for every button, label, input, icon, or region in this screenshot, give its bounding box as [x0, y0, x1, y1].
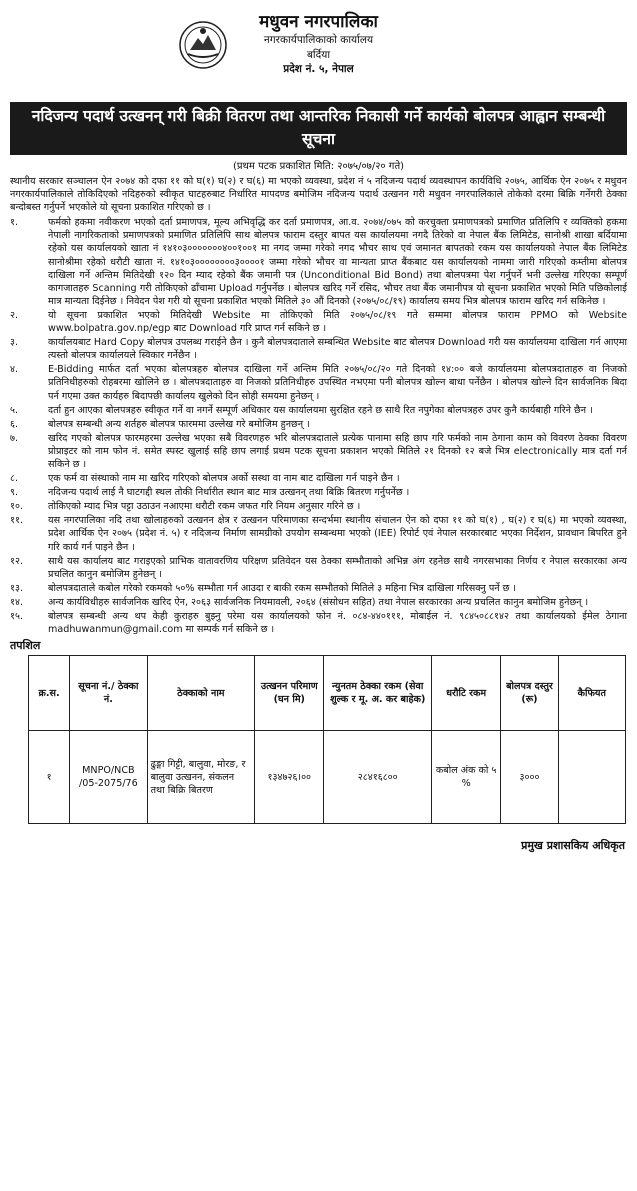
item-number: ३.: [10, 337, 19, 349]
table-body: [29, 731, 626, 824]
item-number: ९.: [10, 487, 19, 499]
list-item: [10, 404, 627, 417]
table-cell: १: [29, 731, 70, 824]
item-text: अन्य कार्यविधीहरु सार्वजनिक खरिद ऐन, २०६३ सार्वजनिक नियमावली, २०६४ (संसोधन सहित) तथा नेपाल सरकारका अन्य प्रचलित कानुन बमोजिम हुनेछन् ।: [48, 596, 589, 608]
item-number: ५.: [10, 404, 19, 416]
list-item: [10, 610, 627, 636]
list-item: [10, 596, 627, 609]
item-number: ११.: [10, 515, 24, 527]
list-item: [10, 418, 627, 431]
item-text: नदिजन्य पदार्थ लाई नै घाटगद्दी स्थल तोकी निर्धारीत स्थान बाट मात्र उत्खनन् तथा बिक्रि बितरण गर्नुपर्नेछ ।: [48, 487, 410, 499]
table-header-cell: न्युनतम ठेक्का रकम (सेवा शुल्क र मू. अ. कर बाहेक): [324, 656, 432, 731]
list-item: [10, 309, 627, 335]
item-text: कार्यालयबाट Hard Copy बोलपत्र उपलब्ध गराईने छैन । कुनै बोलपत्रदाताले सम्बन्धित Website बाट बोलपत्र Download गरी यस कार्यालयमा दाखिला गर्न आएमा त्यस्तो बोलपत्र कार्यालयले स्विकार गर्नेछैन ।: [48, 337, 627, 362]
list-item: [10, 582, 627, 595]
list-item: [10, 472, 627, 485]
list-item: [10, 216, 627, 308]
item-number: २.: [10, 309, 19, 321]
province-name: प्रदेश नं. ५, नेपाल: [283, 63, 354, 75]
table-header-cell: क्र.स.: [29, 656, 70, 731]
item-number: १२.: [10, 555, 24, 567]
table-header-row: [29, 656, 626, 731]
item-number: १३.: [10, 582, 24, 594]
item-text: खरिद गएको बोलपत्र फारमहरमा उल्लेख भएका सबै विवरणहरु भरि बोलपत्रदाताले प्रत्येक पानामा सहि छाप गरि फर्मको नाम ठेगाना काम को विवरण ठेक्का विवरण प्रोप्राइटर को नाम फोन नं. समेत स्पस्ट खुलाई सहि छाप लगाई प्रथम पटक सूचना प्रकाशन भएको मितिले २१ दिनको १२ बजे भित्र electronically मात्र दर्ता गर्न सकिने छ ।: [48, 432, 627, 470]
item-number: १०.: [10, 501, 24, 513]
item-text: फर्मको हकमा नवीकरण भएको दर्ता प्रमाणपत्र, मूल्य अभिवृद्धि कर दर्ता प्रमाणपत्र, आ.व. २०७४/०७५ को करचुक्ता प्रमाणपत्रको प्रमाणित प्रतिलिपि र व्यक्तिको हकमा नेपाली नागरिकताको प्रमाणपत्रको प्रमाणित प्रतिलिपि साथ बोलपत्र फाराम दस्तुर बापत यस कार्यालयमा नगदै तिरेको वा नेपाल बैंक लिमिटेड, सानोश्री शाखा बर्दियामा रहेको यस कार्यालयको खाता नं १४१०३०००००००४००१००१ मा नगद जम्मा गरेको नगद भौचर साथ एवं जमानत बापतको रकम यस कार्यालयको नेपाल बैंक लिमिटेड सानोश्रीमा रहेको धरौटी खाता नं. १४१०३००००००००३००००१ जम्मा गरेको भौचर वा मान्यता प्राप्त बैंकबाट यस कार्यालयको नाममा जारी गरिएको कम्तीमा बोलपत्र दाखिला गर्ने अन्तिम मितिदेखी १२० दिन म्याद रहेको बैंक जमानी पत्र (Unconditional Bid Bond) तथा बोलपत्रमा पेश गर्नुपर्ने भनी उल्लेख गरिएका सम्पूर्ण कागजातहरु Scanning गरी तोकिएको ढाँचामा Upload गर्नुपर्नेछ । बोलपत्र खरिद गर्ने रसिद, भौचर तथा बैंक जमानीपत्र यो सूचना प्रकाशित भएको मिति पछिकोलाई मात्र मान्यता दिईनेछ । निवेदन पेश गरी यो सूचना प्रकाशित भएको मितिले ३० औं दिनको (२०७५/०८/१९) कार्यालय समय भित्र बोलपत्र फाराम खरिद गर्न सकिनेछ ।: [48, 217, 628, 307]
table-header-cell: बोलपत्र दस्तुर (रू): [501, 656, 558, 731]
item-number: ६.: [10, 418, 19, 430]
municipality-name: मधुवन नगरपालिका: [259, 12, 378, 32]
table-row: [29, 731, 626, 824]
table-cell: १३४७२६।००: [255, 731, 324, 824]
list-item: [10, 363, 627, 402]
item-number: १.: [10, 217, 19, 229]
table-cell: २८४१६८००: [324, 731, 432, 824]
signature-designation: प्रमुख प्रशासकिय अधिकृत: [521, 839, 625, 853]
item-number: ८.: [10, 473, 19, 485]
district-name: बर्दिया: [306, 49, 331, 61]
table-cell: ३०००: [501, 731, 558, 824]
table-cell: [558, 731, 625, 824]
schedule-title: तपशिल: [10, 639, 41, 653]
table-cell: MNPO/NCB /05-2075/76: [70, 731, 147, 824]
notice-title: नदिजन्य पदार्थ उत्खनन् गरी बिक्री वितरण तथा आन्तरिक निकासी गर्ने कार्यको बोलपत्र आह्वान सम्बन्धी सूचना: [10, 102, 627, 155]
item-text: यो सूचना प्रकाशित भएको मितिदेखी Website मा तोकिएको मिति २०७५/०८/१९ गते सम्ममा बोलपत्र फाराम PPMO को Website www.bolpatra.gov.np/egp बाट Download गरि प्राप्त गर्न सकिने छ ।: [48, 309, 627, 335]
item-text: दर्ता हुन आएका बोलपत्रहरु स्वीकृत गर्ने वा नगर्ने सम्पूर्ण अधिकार यस कार्यालयमा सुरक्षित रहने छ साथै रित नपुगेका बोलपत्रहरु उपर कुनै कार्यबाही गरिने छैन ।: [48, 404, 593, 416]
item-text: बोलपत्र सम्बन्धी अन्य थप केही कुराहरु बुझ्नु परेमा यस कार्यालयको फोन नं. ०८४-४४०१११, मोबाईल नं. ९८४५०८८१४२ तथा कार्यालयको ईमेल ठेगाना madhuwanmun@gmail.com मा सम्पर्क गर्न सकिने छ ।: [48, 611, 627, 636]
item-text: बोलपत्र सम्बन्धी अन्य शर्तहरु बोलपत्र फारममा उल्लेख गरे बमोजिम हुनछन् ।: [48, 418, 310, 430]
table-header-cell: सूचना नं./ ठेक्का नं.: [70, 656, 147, 731]
table-cell: ढुङ्गा गिट्टी, बालुवा, मोरङ, र बालुवा उत्खनन, संकलन तथा बिक्रि बितरण: [147, 731, 255, 824]
list-item: [10, 336, 627, 362]
item-text: बोलपत्रदाताले कबोल गरेको रकमको ५०% सम्भौता गर्न आउदा र बाकी रकम सम्भौतको मितिले ३ महिना भित्र दाखिला गरिसक्नु पर्ने छ ।: [48, 582, 517, 594]
table-cell: कबोल अंक को ५ %: [431, 731, 500, 824]
notice-page: [10, 6, 627, 853]
item-text: E-Bidding मार्फत दर्ता भएका बोलपत्रहरु बोलपत्र दाखिला गर्ने अन्तिम मिति २०७५/०८/२० गते दिनको १४:०० बजे कार्यालयमा बोलपत्रदाताहरु वा निजको प्रतिनिधीहरुको रोहबरमा खोलिने छ । बोलपत्रदाताहरु वा निजको प्रतिनिधीहरु उपस्थित नभएमा पनी बोलपत्र खोल्न बाधा पर्नेछैन । बोलपत्र खोल्ने दिन सार्वजनिक बिदा पर्न गएमा उक्त कार्यहरु बिदापछी कार्यालय खुलेको दिन सोही समयमा हुनेछन् ।: [48, 364, 627, 402]
publish-date: (प्रथम पटक प्रकाशित मिति: २०७५/०७/२० गते): [232, 161, 405, 172]
item-number: १५.: [10, 611, 24, 622]
list-item: [10, 514, 627, 553]
notice-body: [10, 175, 627, 636]
item-number: ७.: [10, 432, 19, 444]
item-number: १४.: [10, 596, 24, 608]
list-item: [10, 486, 627, 499]
table-header-cell: कैफियत: [558, 656, 625, 731]
list-item: [10, 500, 627, 513]
item-text: साथै यस कार्यालय बाट गराइएको प्राभिक वातावरणिय परिक्षण प्रतिवेदन यस ठेक्का सम्भौताको अभिन्न अंग रहनेछ साथै नगरसभाका निर्णय र नेपाल सरकारका अन्य प्रचलित कानुन बमोजिम हुनेछन् ।: [48, 555, 627, 580]
table-header-cell: ठेक्काको नाम: [147, 656, 255, 731]
table-header-cell: धरौटि रकम: [431, 656, 500, 731]
conditions-list: [10, 216, 627, 636]
list-item: [10, 432, 627, 471]
office-name: नगरकार्यपालिकाको कार्यालय: [263, 34, 374, 46]
letterhead: [10, 6, 627, 110]
list-item: [10, 555, 627, 581]
item-text: एक फर्म वा संस्थाको नाम मा खरिद गरिएको बोलपत्र अर्को सस्था वा नाम बाट दाखिला गर्न पाइने छैन ।: [48, 473, 400, 485]
item-text: तोकिएको म्याद भित्र पट्टा उठाउन नआएमा धरौटी रकम जफत गरि नियम अनुसार गरिने छ ।: [48, 501, 361, 513]
table-header-cell: उत्खनन परिमाण (घन मि): [255, 656, 324, 731]
tender-table: [28, 655, 626, 824]
intro-paragraph: स्थानीय सरकार सञ्चालन ऐन २०७४ को दफा ११ को घ(१) घ(२) र घ(६) मा भएको व्यवस्था, प्रदेश नं ५ नदिजन्य पदार्थ व्यवस्थापन कार्यविधि २०७५, आर्थिक ऐन २०७५ र मधुवन नगरकार्यपालिकाले तोकिदिएको नदिहरुको स्वीकृत घाटहरुबाट निर्धारित मापदण्ड बमोजिम नदिजन्य पदार्थ उत्खनन गरी मधुवन नगरपालिकाले तोकेको दरमा बिक्रि गर्नेगरी ठेक्का बन्दोबस्त गर्नुपर्ने भएकोले यो सूचना प्रकाशित गरिएको छ ।: [10, 176, 627, 214]
item-text: यस नगरपालिका नदि तथा खोलाहरुको उत्खनन क्षेत्र र उत्खनन परिमाणका सन्दर्भमा स्थानीय संचालन ऐन को दफा ११ को घ(१) , घ(२) र घ(६) मा भएको व्यवस्था, प्रदेश आर्थिक ऐन २०७५ (प्रदेश नं. ५) र नदिजन्य निर्माण सामग्रीको उपयोग सम्बन्धमा भएको (IEE) रिपोर्ट एवं नेपाल सरकारबाट भएका निर्देशन, प्रावधान बिपरित हुने गरि कार्य गर्न पाइने छैन ।: [48, 515, 627, 553]
item-number: ४.: [10, 364, 19, 376]
